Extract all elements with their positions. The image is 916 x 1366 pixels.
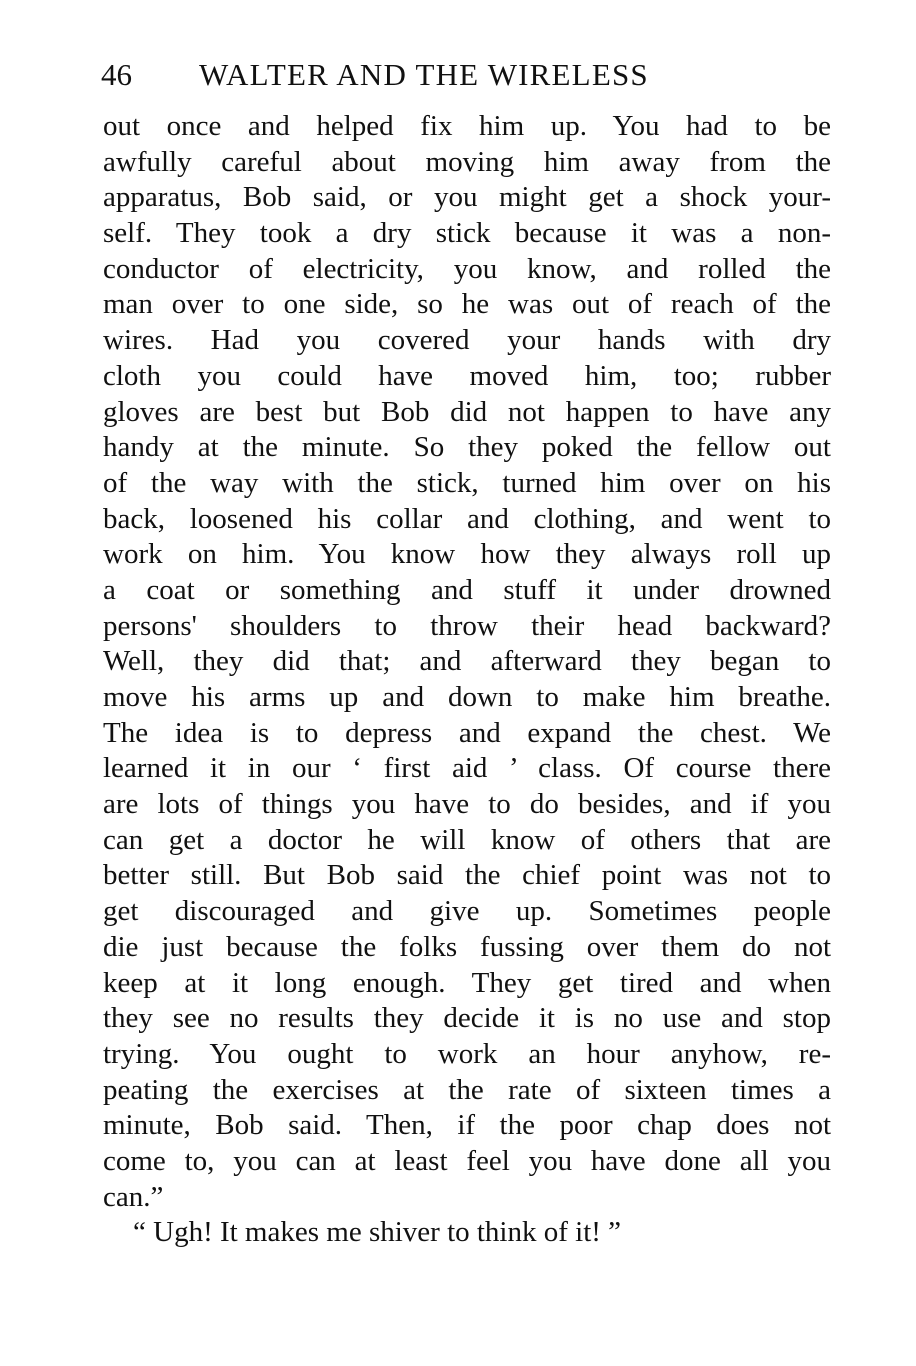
text-line: come to, you can at least feel you have done all you xyxy=(103,1144,831,1177)
page-number: 46 xyxy=(101,57,132,92)
text-line: keep at it long enough. They get tired and when xyxy=(103,966,831,999)
text-line: die just because the folks fussing over them do not xyxy=(103,930,831,963)
text-line: conductor of electricity, you know, and rolled the xyxy=(103,252,831,285)
text-line: better still. But Bob said the chief point was not to xyxy=(103,859,831,892)
text-line: can.” xyxy=(103,1180,164,1213)
text-line: get discouraged and give up. Sometimes people xyxy=(103,895,831,928)
text-line: self. They took a dry stick because it was a non- xyxy=(103,217,831,250)
body-text xyxy=(103,109,831,1251)
text-line: they see no results they decide it is no use and stop xyxy=(103,1002,831,1035)
text-line: back, loosened his collar and clothing, and went to xyxy=(103,502,831,535)
text-line: wires. Had you covered your hands with dry xyxy=(103,324,831,357)
text-line: a coat or something and stuff it under drowned xyxy=(103,573,831,606)
running-title: WALTER AND THE WIRELESS xyxy=(199,57,649,92)
text-line: persons' shoulders to throw their head backward? xyxy=(103,609,831,642)
text-line: cloth you could have moved him, too; rubber xyxy=(103,359,831,392)
text-line: of the way with the stick, turned him over on his xyxy=(103,466,831,499)
text-line: awfully careful about moving him away from the xyxy=(103,145,831,178)
text-line: apparatus, Bob said, or you might get a shock your- xyxy=(103,181,831,214)
text-line: The idea is to depress and expand the chest. We xyxy=(103,716,831,749)
page-header xyxy=(101,52,741,98)
text-line: handy at the minute. So they poked the fellow out xyxy=(103,431,831,464)
text-line: work on him. You know how they always roll up xyxy=(103,538,831,571)
text-line: “ Ugh! It makes me shiver to think of it! ” xyxy=(133,1216,622,1249)
text-line: are lots of things you have to do besides, and if you xyxy=(103,788,831,821)
text-line: minute, Bob said. Then, if the poor chap does not xyxy=(103,1109,831,1142)
text-line: man over to one side, so he was out of reach of the xyxy=(103,288,831,321)
text-line: out once and helped fix him up. You had to be xyxy=(103,110,831,142)
text-line: peating the exercises at the rate of sixteen times a xyxy=(103,1073,831,1106)
text-line: move his arms up and down to make him breathe. xyxy=(103,681,831,713)
text-line: learned it in our ‘ first aid ’ class. Of course there xyxy=(103,752,831,785)
text-line: can get a doctor he will know of others that are xyxy=(103,823,831,856)
text-line: gloves are best but Bob did not happen to have any xyxy=(103,395,831,428)
text-line: Well, they did that; and afterward they began to xyxy=(103,645,831,678)
text-line: trying. You ought to work an hour anyhow, re- xyxy=(103,1037,831,1070)
